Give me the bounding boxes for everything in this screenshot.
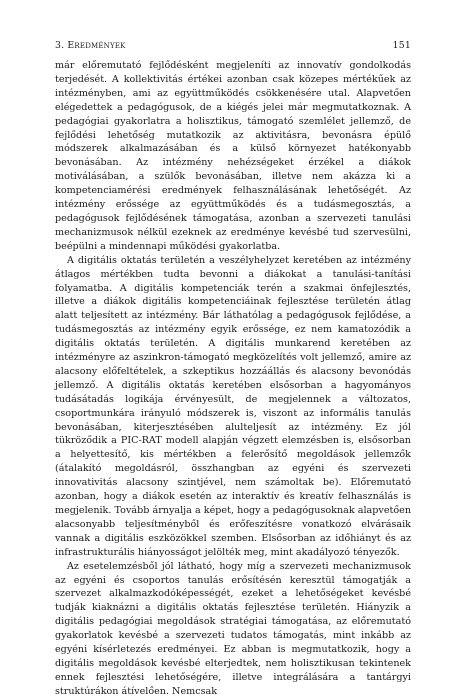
paragraph-1: már előremutató fejlődésként megjeleníti az innovatív gondolkodás terjedését. A kollektivitás értékei azonban csak közepes mértékűek az intézményben, ami az együttműködés csökkenésére utal. Alapvetően elégedettek a pedagógusok, de a kiégés jelei már megmutatkoznak. A pedagógiai gyakorlatra a holisztikus, támogató szemlélet jellemző, de fejlődési lehetőség mutatkozik az aktivitásra, bevonásra épülő módszerek alkalmazásában és a külső környezet hatékonyabb bevonásában. Az intézmény nehézségeket érzékel a diákok motiválásában, a szülők bevonásában, illetve nem akázza ki a kompetenciamérési eredmények felhasználásának lehetőségét. Az intézmény erőssége az együttműködés és a tudásmegosztás, a pedagógusok fejlődésének támogatása, azonban a szervezeti tanulási mechanizmusok nélkül ezeknek az eredménye kevésbé tud szervesülni, beépülni a mindennapi működési gyakorlatba. <box>55 60 411 252</box>
document-page <box>55 40 411 699</box>
page-number: 151 <box>392 40 411 51</box>
paragraph-2: A digitális oktatás területén a veszélyhelyzet keretében az intézmény átlagos mértékben tudta bevonni a diákokat a tanulási-tanítási folyamatba. A digitális kompetenciák terén a szakmai önfejlesztés, illetve a diákok digitális kompetenciáinak fejlesztése területén átlag alatt teljesített az intézmény. Bár láthatólag a pedagógusok fejlődése, a tudásmegosztás az intézmény egyik erőssége, ez nem kamatozódik a digitális oktatás területén. A digitális munkarend keretében az intézményre az aszinkron-támogató megközelítés volt jellemző, amire az alacsony előfeltételek, a szkeptikus hozzáállás és alacsony bevonódás jellemző. A digitális oktatás keretében elsősorban a hagyományos tudásátadás logikája érvényesült, de megjelennek a változatos, csoportmunkára irányuló módszerek is, viszont az informális tanulás bevonásában, kiterjesztésében alulteljesít az intézmény. Ez jól tükröződik a PIC-RAT modell alapján végzett elemzésben is, elsősorban a helyettesítő, kis mértékben a felerősítő megoldások jellemzők (átalakító megoldásról, összhangban az egyéni és szervezeti innovativitás alacsony szintjével, nem számoltak be). Előremutató azonban, hogy a diákok esetén az interaktív és kreatív felhasználás is megjelenik. Tovább árnyalja a képet, hogy a pedagógusoknak alapvetően alacsonyabb teljesítményből és erőfeszítésre vonatkozó elvárásaik vannak a digitális eszközökkel szemben. Elsősorban az időhiányt és az infrastrukturális hiányosságot jelölték meg, mint akadályozó tényezők. <box>55 254 411 558</box>
body-text <box>55 59 411 699</box>
paragraph-3: Az esetelemzésből jól látható, hogy míg a szervezeti mechanizmusok az egyéni és csoportos tanulás erősítésén keresztül támogatják a szervezet alkalmazkodóképességét, ezeket a lehetőségeket kevésbé tudják kiaknázni a digitális oktatás fejlesztése területén. Hiányzik a digitális pedagógiai megoldások stratégiai támogatása, az előremutató gyakorlatok kevésbé a szervezeti tudatos támogatás, mint inkább az egyéni kísérletezés eredményei. Ez abban is megmutatkozik, hogy a digitális megoldások kevésbé elterjedtek, nem holisztikusan tekintenek ennek fejlesztési lehetőségére, illetve integrálására a tantárgyi struktúrákon átívelően. Nemcsak <box>55 560 411 697</box>
running-header <box>55 40 411 51</box>
chapter-title: 3. Eredmények <box>55 40 126 51</box>
